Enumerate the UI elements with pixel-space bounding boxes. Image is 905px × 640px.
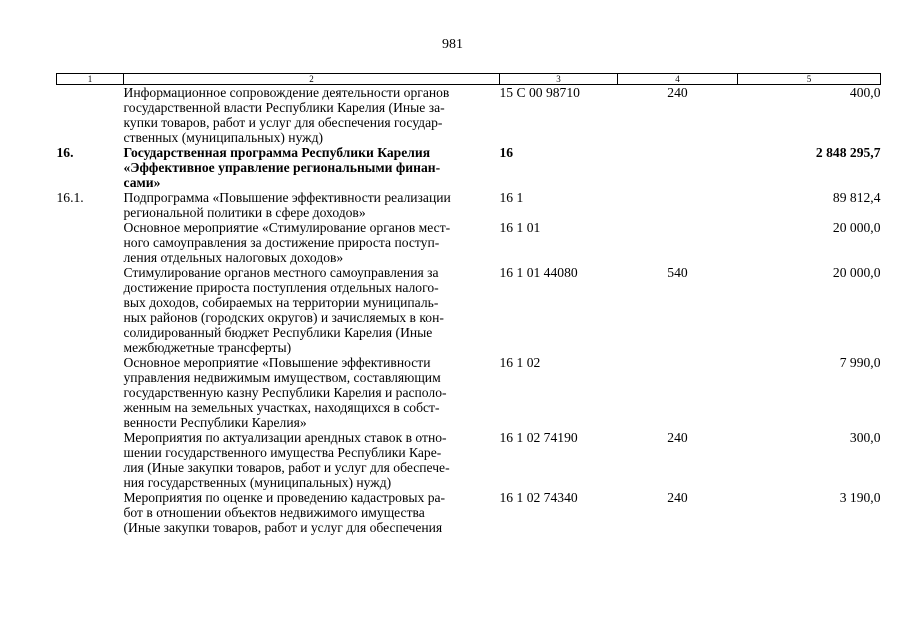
row-sum: 2 848 295,7 bbox=[815, 145, 881, 160]
row-name: Государственная программа Республики Карелия «Эффективное управление региональными финан- сами» bbox=[123, 145, 441, 190]
table-row bbox=[57, 355, 881, 430]
row-code: 15 С 00 98710 bbox=[499, 85, 580, 100]
row-code: 16 1 02 74340 bbox=[499, 490, 578, 505]
column-header-5: 5 bbox=[738, 74, 881, 85]
table-row bbox=[57, 220, 881, 265]
row-expense-type: 540 bbox=[667, 265, 688, 280]
row-sum: 89 812,4 bbox=[832, 190, 881, 205]
row-name: Информационное сопровождение деятельности органов государственной власти Республики Карелия (Иные за- купки товаров, работ и услуг для обеспечения государ- ственных (муниципальных) нужд) bbox=[123, 85, 450, 145]
row-name: Основное мероприятие «Повышение эффективности управления недвижимым имуществом, составляющим государственную казну Республики Карелия и располо- женным на земельных участках, находящихся в собст- венности Республики Карелия» bbox=[123, 355, 447, 430]
row-code: 16 1 02 74190 bbox=[499, 430, 578, 445]
row-name: Основное мероприятие «Стимулирование органов мест- ного самоуправления за достижение прироста поступ- ления отдельных налоговых доходов» bbox=[123, 220, 451, 265]
column-header-1: 1 bbox=[57, 74, 124, 85]
table-body bbox=[57, 85, 881, 536]
row-name: Подпрограмма «Повышение эффективности реализации региональной политики в сфере доходов» bbox=[123, 190, 451, 220]
column-header-4: 4 bbox=[618, 74, 738, 85]
row-code: 16 1 01 44080 bbox=[499, 265, 578, 280]
table-row bbox=[57, 430, 881, 490]
row-name: Мероприятия по актуализации арендных ставок в отно- шении государственного имущества Республики Каре- лия (Иные закупки товаров, работ и услуг для обеспече- ния государственных (муниципальных) нужд) bbox=[123, 430, 450, 490]
row-number: 16. bbox=[56, 145, 74, 160]
row-sum: 7 990,0 bbox=[839, 355, 881, 370]
row-expense-type: 240 bbox=[667, 430, 688, 445]
page-number: 981 bbox=[442, 37, 463, 52]
table-row bbox=[57, 190, 881, 220]
column-header-3: 3 bbox=[500, 74, 618, 85]
table-row bbox=[57, 145, 881, 190]
row-code: 16 1 bbox=[499, 190, 524, 205]
column-header-2: 2 bbox=[124, 74, 500, 85]
table-row bbox=[57, 265, 881, 355]
table-row bbox=[57, 85, 881, 146]
row-code: 16 bbox=[499, 145, 514, 160]
row-sum: 3 190,0 bbox=[839, 490, 881, 505]
row-sum: 20 000,0 bbox=[832, 220, 881, 235]
row-code: 16 1 01 bbox=[499, 220, 541, 235]
row-name: Мероприятия по оценке и проведению кадастровых ра- бот в отношении объектов недвижимого имущества (Иные закупки товаров, работ и услуг для обеспечения bbox=[123, 490, 446, 535]
row-expense-type: 240 bbox=[667, 490, 688, 505]
row-sum: 300,0 bbox=[849, 430, 881, 445]
table-row bbox=[57, 490, 881, 535]
row-sum: 400,0 bbox=[849, 85, 881, 100]
row-number: 16.1. bbox=[56, 190, 84, 205]
row-name: Стимулирование органов местного самоуправления за достижение прироста поступления отдельных налого- вых доходов, собираемых на территории муниципаль- ных районов (городских округов) и зачисляемых в кон- солидированный бюджет Республики Карелия (Иные межбюджетные трансферты) bbox=[123, 265, 444, 355]
row-code: 16 1 02 bbox=[499, 355, 541, 370]
row-sum: 20 000,0 bbox=[832, 265, 881, 280]
column-number-header-row bbox=[57, 74, 881, 85]
row-expense-type: 240 bbox=[667, 85, 688, 100]
budget-table bbox=[56, 73, 881, 535]
